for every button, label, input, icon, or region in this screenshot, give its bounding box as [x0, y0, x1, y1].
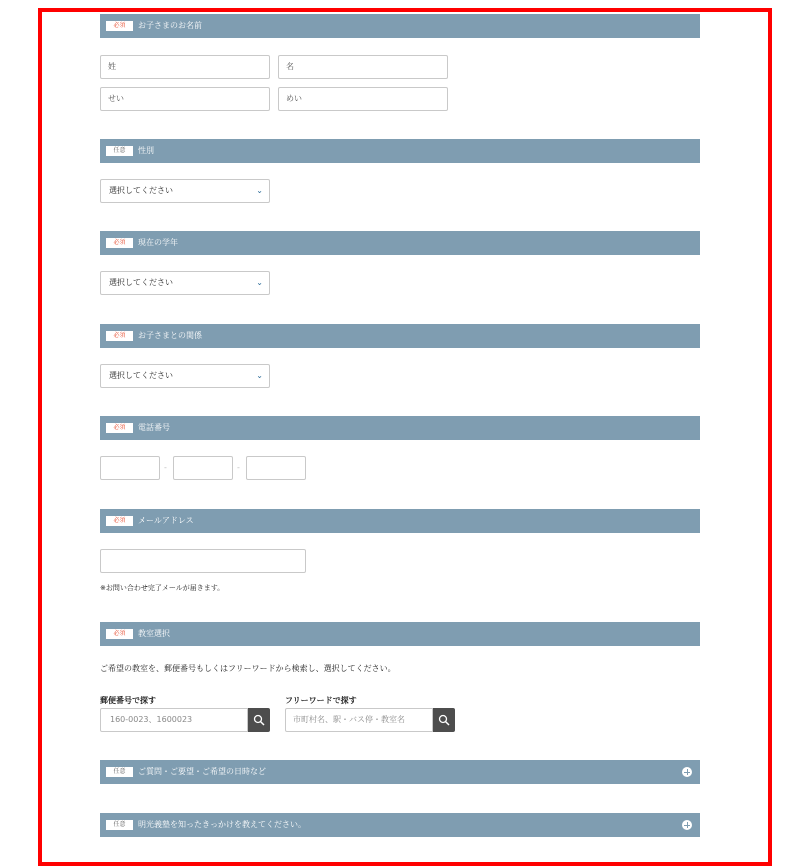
- required-badge: 必須: [106, 516, 133, 526]
- classroom-description: ご希望の教室を、郵便番号もしくはフリーワードから検索し、選択してください。: [100, 664, 396, 673]
- required-badge: 必須: [106, 629, 133, 639]
- last-name-input[interactable]: 姓: [100, 55, 270, 79]
- postal-search-button[interactable]: [248, 708, 270, 732]
- email-note: ※お問い合わせ完了メールが届きます。: [100, 584, 225, 592]
- optional-badge: 任意: [106, 767, 133, 777]
- gender-select[interactable]: [100, 179, 270, 203]
- phone-separator: -: [237, 463, 240, 472]
- section-title: お子さまのお名前: [138, 21, 202, 30]
- required-badge: 必須: [106, 331, 133, 341]
- phone-separator: -: [164, 463, 167, 472]
- required-badge: 必須: [106, 21, 133, 31]
- freeword-search-button[interactable]: [433, 708, 455, 732]
- section-header-classroom: [100, 622, 700, 646]
- select-value: 選択してください: [109, 371, 173, 380]
- section-title: お子さまとの関係: [138, 331, 202, 340]
- freeword-search-label: フリーワードで探す: [285, 696, 357, 705]
- section-header-email: [100, 509, 700, 533]
- chevron-down-icon: ⌄: [256, 186, 263, 195]
- last-name-kana-input[interactable]: せい: [100, 87, 270, 111]
- postal-search-label: 郵便番号で探す: [100, 696, 156, 705]
- relation-select[interactable]: [100, 364, 270, 388]
- select-value: 選択してください: [109, 186, 173, 195]
- postal-search-input[interactable]: 160-0023、1600023: [100, 708, 248, 732]
- grade-select[interactable]: [100, 271, 270, 295]
- search-icon: [438, 714, 450, 726]
- section-header-relation: [100, 324, 700, 348]
- section-header-phone: [100, 416, 700, 440]
- section-title: ご質問・ご要望・ご希望の日時など: [138, 767, 266, 776]
- section-title: 現在の学年: [138, 238, 178, 247]
- section-header-child-name: [100, 14, 700, 38]
- phone-input-1[interactable]: [100, 456, 160, 480]
- required-badge: 必須: [106, 238, 133, 248]
- chevron-down-icon: ⌄: [256, 278, 263, 287]
- section-title: メールアドレス: [138, 516, 194, 525]
- select-value: 選択してください: [109, 278, 173, 287]
- section-title: 明光義塾を知ったきっかけを教えてください。: [138, 820, 306, 829]
- section-header-questions[interactable]: [100, 760, 700, 784]
- section-title: 電話番号: [138, 423, 170, 432]
- phone-input-3[interactable]: [246, 456, 306, 480]
- phone-input-2[interactable]: [173, 456, 233, 480]
- expand-plus-icon[interactable]: [682, 820, 692, 830]
- required-badge: 必須: [106, 423, 133, 433]
- section-header-grade: [100, 231, 700, 255]
- freeword-search-input[interactable]: 市町村名、駅・バス停・教室名: [285, 708, 433, 732]
- expand-plus-icon[interactable]: [682, 767, 692, 777]
- email-input[interactable]: [100, 549, 306, 573]
- optional-badge: 任意: [106, 820, 133, 830]
- section-title: 性別: [138, 146, 154, 155]
- chevron-down-icon: ⌄: [256, 371, 263, 380]
- section-header-referral[interactable]: [100, 813, 700, 837]
- search-icon: [253, 714, 265, 726]
- optional-badge: 任意: [106, 146, 133, 156]
- section-title: 教室選択: [138, 629, 170, 638]
- first-name-input[interactable]: 名: [278, 55, 448, 79]
- section-header-gender: [100, 139, 700, 163]
- first-name-kana-input[interactable]: めい: [278, 87, 448, 111]
